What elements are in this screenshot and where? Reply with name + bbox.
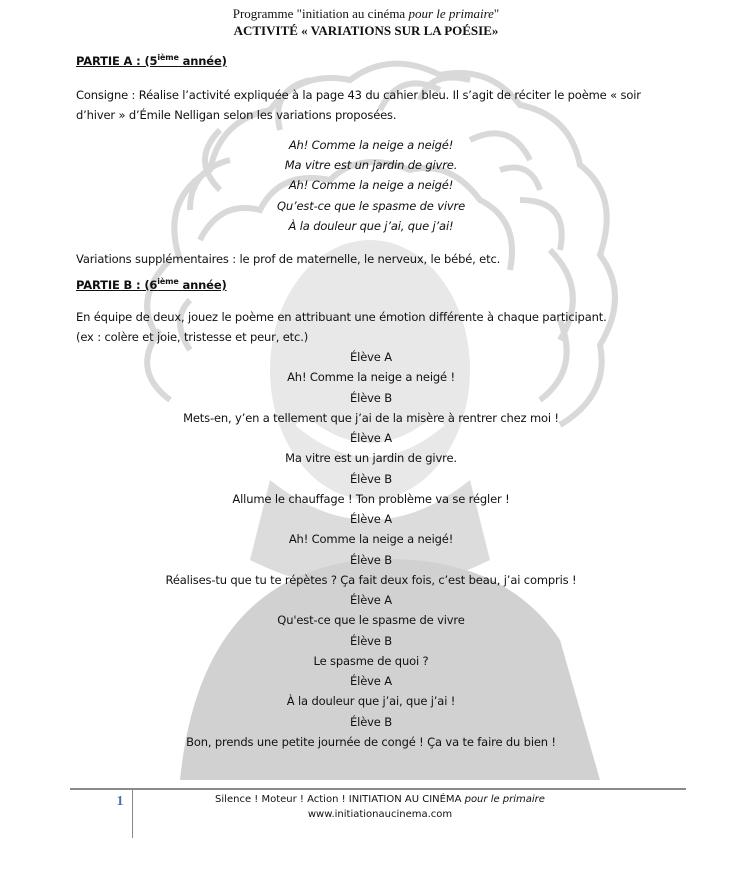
document-header (0, 6, 732, 39)
poem-line: Ma vitre est un jardin de givre. (284, 158, 458, 173)
footer (140, 792, 620, 822)
poem-line: Ah! Comme la neige a neigé! (288, 178, 454, 193)
dialog-block (76, 347, 666, 752)
document-body (76, 52, 666, 752)
dialog-speaker: Élève A (350, 431, 392, 446)
part-b-heading: PARTIE B : (6ième année) (76, 277, 227, 293)
dialog-line: Qu'est-ce que le spasme de vivre (277, 613, 465, 628)
dialog-line: Bon, prends une petite journée de congé ! Ça va te faire du bien ! (186, 734, 556, 749)
dialog-speaker: Élève A (350, 512, 392, 527)
dialog-line: Réalises-tu que tu te répètes ? Ça fait deux fois, c’est beau, j’ai compris ! (165, 572, 577, 587)
footer-title: Silence ! Moteur ! Action ! INITIATION AU CINÉMA pour le primaire (215, 794, 545, 805)
poem-block (76, 135, 666, 236)
dialog-speaker: Élève B (350, 390, 392, 405)
dialog-line: Ma vitre est un jardin de givre. (285, 451, 457, 466)
dialog-speaker: Élève A (350, 350, 392, 365)
dialog-speaker: Élève B (350, 471, 392, 486)
poem-line: À la douleur que j’ai, que j’ai! (288, 218, 454, 233)
page-number: 1 (116, 794, 124, 809)
dialog-line: À la douleur que j’ai, que j’ai ! (286, 694, 456, 709)
consigne-line: d’hiver » d’Émile Nelligan selon les variations proposées. (76, 108, 397, 122)
consigne-line: Consigne : Réalise l’activité expliquée à la page 43 du cahier bleu. Il s’agit de réciter le poème « soir (76, 88, 641, 102)
instruction-line: (ex : colère et joie, tristesse et peur, etc.) (76, 330, 309, 345)
poem-line: Ah! Comme la neige a neigé! (288, 138, 454, 152)
dialog-speaker: Élève B (350, 633, 392, 648)
footer-divider (70, 788, 686, 790)
activity-title: ACTIVITÉ « VARIATIONS SUR LA POÉSIE» (233, 23, 499, 38)
poem-line: Qu’est-ce que le spasme de vivre (276, 198, 466, 213)
dialog-line: Ah! Comme la neige a neigé! (288, 532, 454, 547)
part-a-heading: PARTIE A : (5ième année) (76, 53, 227, 68)
dialog-speaker: Élève A (350, 593, 392, 608)
dialog-line: Le spasme de quoi ? (313, 653, 429, 668)
footer-vertical-divider (132, 790, 133, 838)
dialog-speaker: Élève A (350, 674, 392, 689)
dialog-line: Ah! Comme la neige a neigé ! (287, 370, 455, 385)
dialog-speaker: Élève B (350, 714, 392, 729)
dialog-line: Allume le chauffage ! Ton problème va se régler ! (232, 491, 510, 506)
instruction-line: En équipe de deux, jouez le poème en attribuant une émotion différente à chaque participant. (76, 310, 607, 325)
dialog-line: Mets-en, y’en a tellement que j’ai de la misère à rentrer chez moi ! (183, 410, 559, 425)
footer-website: www.initiationaucinema.com (307, 809, 453, 820)
dialog-speaker: Élève B (350, 552, 392, 567)
program-title: Programme "initiation au cinéma pour le primaire" (232, 6, 500, 21)
variations-text: Variations supplémentaires : le prof de maternelle, le nerveux, le bébé, etc. (76, 252, 501, 267)
